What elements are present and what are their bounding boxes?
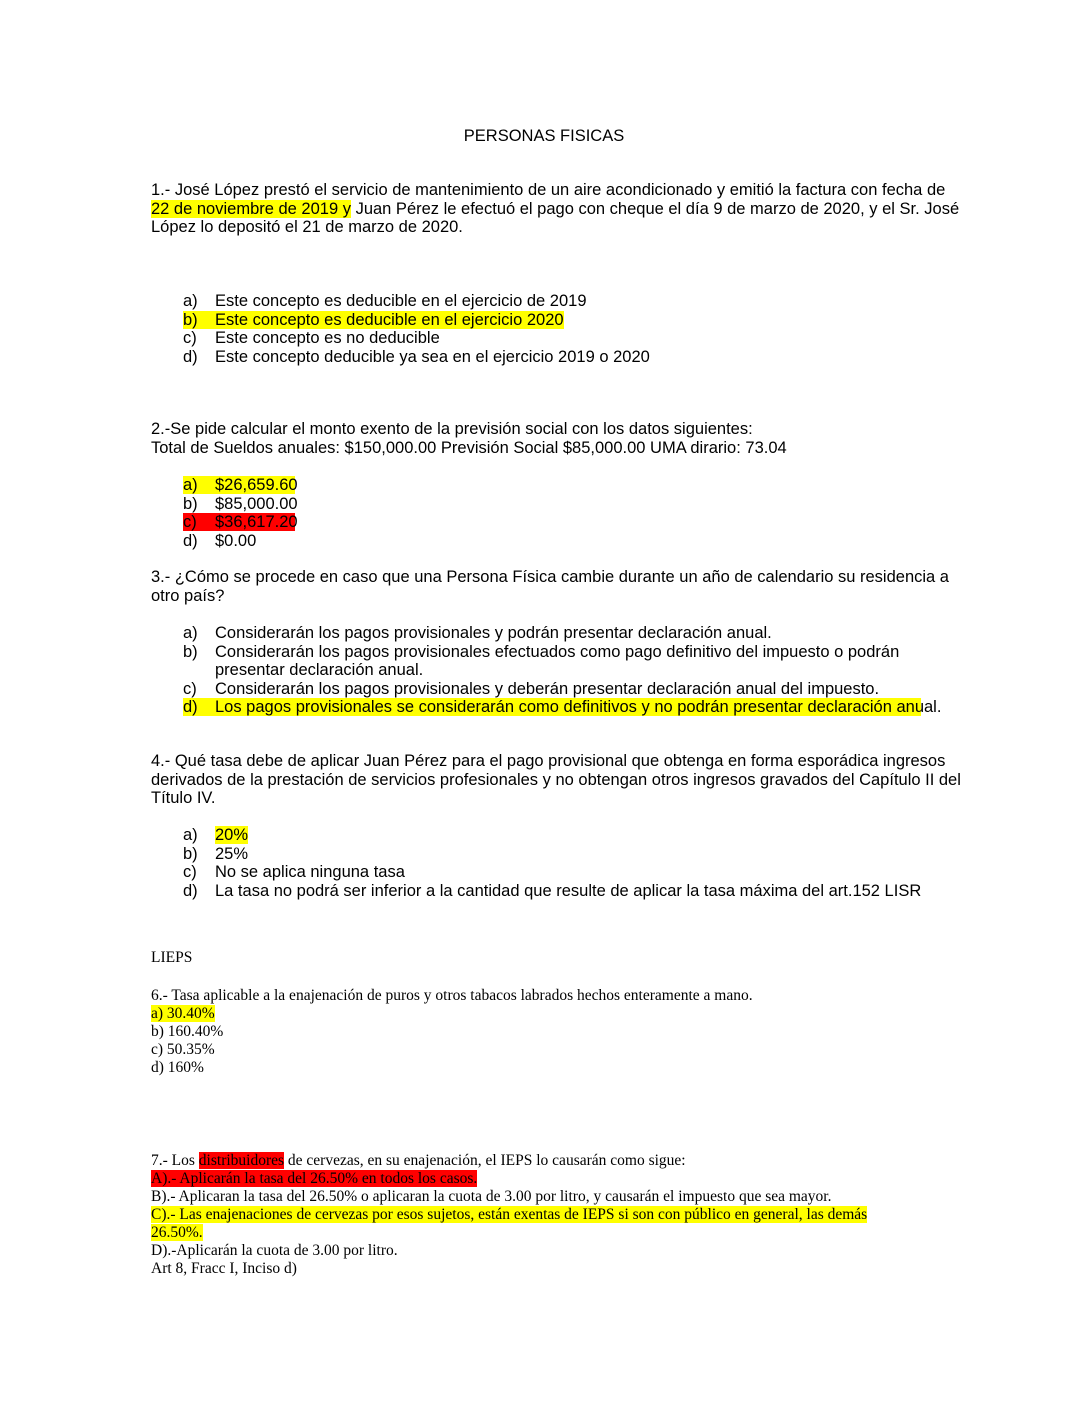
- option-7c-line-2: 26.50%.: [151, 1224, 203, 1241]
- question-1-line-3: López lo depositó el 21 de marzo de 2020.: [151, 218, 463, 236]
- question-4-line-3: Título IV.: [151, 789, 216, 807]
- option-3a: a) Considerarán los pagos provisionales y podrán presentar declaración anual.: [183, 624, 772, 642]
- option-4a: a) 20%: [183, 826, 249, 844]
- option-2a: a) $26,659.60: [183, 476, 298, 494]
- option-4c: c) No se aplica ninguna tasa: [183, 863, 405, 881]
- question-7-suffix: de cervezas, en su enajenación, el IEPS lo causarán como sigue:: [284, 1152, 686, 1169]
- option-7c-line-1: C).- Las enajenaciones de cervezas por esos sujetos, están exentas de IEPS si son con público en general, las demás: [151, 1206, 868, 1223]
- question-4-line-1: 4.- Qué tasa debe de aplicar Juan Pérez para el pago provisional que obtenga en forma esporádica ingresos: [151, 752, 946, 770]
- question-2-options: [183, 476, 943, 550]
- option-2d: d) $0.00: [183, 531, 257, 550]
- question-2: [151, 420, 941, 457]
- question-2-line-2: Total de Sueldos anuales: $150,000.00 Previsión Social $85,000.00 UMA dirario: 73.04: [151, 438, 787, 457]
- option-6a: a) 30.40%: [151, 1005, 215, 1022]
- question-1: [151, 181, 960, 237]
- question-3-line-2: otro país?: [151, 586, 225, 605]
- legal-reference: Art 8, Fracc I, Inciso d): [151, 1260, 297, 1277]
- option-4d: d) La tasa no podrá ser inferior a la cantidad que resulte de aplicar la tasa máxima del art.152 LISR: [183, 881, 922, 900]
- question-6-text: 6.- Tasa aplicable a la enajenación de puros y otros tabacos labrados hechos enteramente a mano.: [151, 987, 753, 1004]
- option-3d: d) Los pagos provisionales se considerarán como definitivos y no podrán presentar declaración anual.: [183, 698, 942, 716]
- option-1c: c) Este concepto es no deducible: [183, 329, 440, 347]
- question-2-line-1: 2.-Se pide calcular el monto exento de la previsión social con los datos siguientes:: [151, 420, 753, 438]
- option-4b: b) 25%: [183, 844, 249, 863]
- question-4-options: [183, 826, 943, 900]
- question-4-line-2: derivados de la prestación de servicios profesionales y no obtengan otros ingresos gravados del Capítulo II del: [151, 770, 961, 789]
- option-3b: b) Considerarán los pagos provisionales efectuados como pago definitivo del impuesto o podrán presentar declaración anual.: [183, 642, 900, 679]
- option-2c: c) $36,617.20: [183, 513, 298, 531]
- question-7-highlight: distribuidores: [198, 1152, 285, 1169]
- question-4: [151, 752, 961, 808]
- option-6c: c) 50.35%: [151, 1041, 215, 1058]
- option-2b: b) $85,000.00: [183, 494, 298, 513]
- question-7-prefix: 7.- Los: [151, 1152, 199, 1169]
- option-7d: D).-Aplicarán la cuota de 3.00 por litro.: [151, 1242, 398, 1259]
- lieps-heading: LIEPS: [151, 949, 193, 966]
- question-3: [151, 568, 949, 605]
- question-7: [151, 1152, 941, 1278]
- question-1-date-highlight: 22 de noviembre de 2019 y: [151, 199, 351, 218]
- option-7b: B).- Aplicaran la tasa del 26.50% o aplicaran la cuota de 3.00 por litro, y causarán el impuesto que sea mayor.: [151, 1188, 832, 1205]
- option-1b: b) Este concepto es deducible en el ejercicio 2020: [183, 310, 564, 329]
- page-title: PERSONAS FISICAS: [463, 127, 625, 145]
- question-1-line-1: 1.- José López prestó el servicio de mantenimiento de un aire acondicionado y emitió la factura con fecha de: [151, 181, 946, 199]
- option-6d: d) 160%: [151, 1059, 204, 1076]
- question-3-options: [183, 624, 943, 717]
- question-1-line-2: Juan Pérez le efectuó el pago con cheque el día 9 de marzo de 2020, y el Sr. José: [350, 199, 960, 218]
- question-6: [151, 987, 941, 1077]
- option-3c: c) Considerarán los pagos provisionales y deberán presentar declaración anual del impuesto.: [183, 679, 880, 698]
- option-1a: a) Este concepto es deducible en el ejercicio de 2019: [183, 292, 587, 310]
- question-1-options: [183, 292, 943, 366]
- option-1d: d) Este concepto deducible ya sea en el ejercicio 2019 o 2020: [183, 347, 650, 366]
- option-7a: A).- Aplicarán la tasa del 26.50% en todos los casos.: [151, 1170, 478, 1187]
- question-3-line-1: 3.- ¿Cómo se procede en caso que una Persona Física cambie durante un año de calendario su residencia a: [151, 568, 949, 586]
- option-6b: b) 160.40%: [151, 1023, 224, 1040]
